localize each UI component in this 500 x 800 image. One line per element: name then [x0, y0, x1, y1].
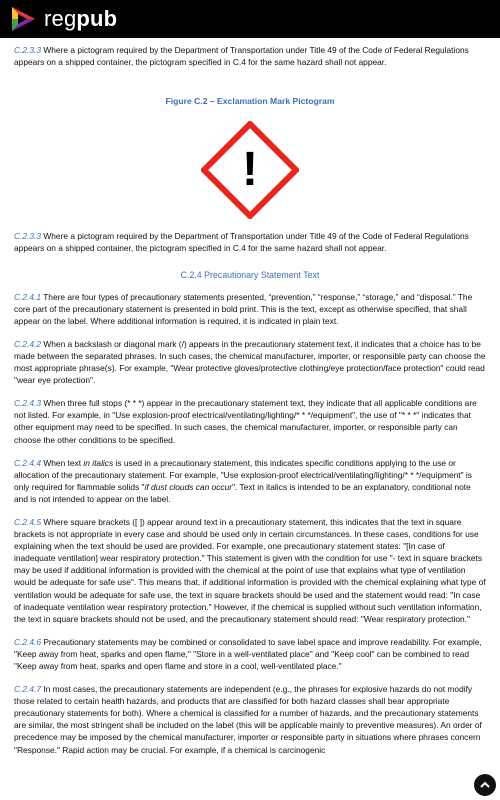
- paragraph-c-2-4-4: [14, 457, 486, 505]
- paragraph-text-italic: in italics: [83, 457, 114, 468]
- repeat-paragraph: [14, 230, 486, 254]
- paragraph-text: Where square brackets ([ ]) appear around text in a precautionary statement, this indicates that the text in square brackets is not appropriate in every case and should be used only in certain circumstances. In these cases, conditions for use explaining when the text should be used are provided. For example, one precautionary statement states: "[In case of inadequate ventilation] wear respiratory protection." This statement is given with the condition for use "- text in square brackets may be used if additional information is provided with the chemical at the point of use that explains what type of ventilation would be adequate for safe use". This means that, if additional information is provided with the chemical explaining what type of ventilation would be adequate for safe use, the text in square brackets should be used and the statement would read: "In case of inadequate ventilation wear respiratory protection." However, if the chemical is supplied without such ventilation information, the text in square brackets should not be used, and the precautionary statement should read: "Wear respiratory protection.": [14, 516, 486, 624]
- paragraph-ref: C.2.4.4: [14, 457, 42, 468]
- paragraph-text-c: is used in a precautionary statement, this indicates specific conditions applying to the use or allocation of the precautionary statement. For example, "Use explosion-proof electrical/ventilating/lighting/* * */equipment" is only required for flammable solids ": [14, 457, 472, 492]
- paragraph-ref: C.2.4.5: [14, 516, 42, 527]
- intro-paragraph: [14, 44, 486, 68]
- brand-name-a: reg: [44, 6, 77, 31]
- paragraph-c-2-4-2: [14, 338, 486, 386]
- paragraph-ref: C.2.4.7: [14, 684, 42, 695]
- scroll-to-top-button[interactable]: [474, 774, 496, 796]
- top-bar: [0, 0, 500, 38]
- paragraph-ref: C.2.4.3: [14, 398, 42, 409]
- paragraph-c-2-4-7: [14, 683, 486, 756]
- brand-name-b: pub: [76, 6, 118, 31]
- paragraph-ref: C.2.4.2: [14, 338, 42, 349]
- pictogram-container: [14, 121, 486, 219]
- document-body: [14, 44, 486, 756]
- paragraph-c-2-4-6: [14, 636, 486, 672]
- paragraph-c-2-4-3: [14, 397, 486, 445]
- paragraph-text: Where a pictogram required by the Department of Transportation under Title 49 of the Code of Federal Regulations appears on a shipped container, the pictogram specified in C.4 for the same hazard shall not appear.: [14, 231, 469, 254]
- paragraph-text: Where a pictogram required by the Department of Transportation under Title 49 of the Code of Federal Regulations appears on a shipped container, the pictogram specified in C.4 for the same hazard shall not appear.: [14, 45, 469, 68]
- paragraph-text: Precautionary statements may be combined or consolidated to save label space and improve readability. For example, "Keep away from heat, sparks and open flame," "Store in a well-ventilated place" and "Keep cool" can be combined to read "Keep away from heat, sparks and open flame and store in a cool, well-ventilated place.": [14, 636, 482, 671]
- paragraph-ref: C.2.4.6: [14, 636, 42, 647]
- pictogram-symbol: !: [242, 143, 258, 197]
- exclamation-mark-pictogram-icon: [201, 121, 299, 219]
- paragraph-c-2-4-1: [14, 291, 486, 327]
- paragraph-ref: C.2.3.3: [14, 231, 42, 242]
- paragraph-ref: C.2.4.1: [14, 291, 42, 302]
- figure-title: Figure C.2 – Exclamation Mark Pictogram: [165, 96, 335, 107]
- regpub-logo-icon[interactable]: [8, 4, 38, 34]
- paragraph-text-italic-2: if dust clouds can occur: [144, 481, 233, 492]
- paragraph-text: When a backslash or diagonal mark (/) appears in the precautionary statement text, it indicates that a choice has to be made between the separated phrases. In such cases, the chemical manufacturer, importer, or responsible party can choose the most appropriate phrase(s). For example, "Wear protective gloves/protective clothing/eye protection/face protection" could read "wear eye protection".: [14, 338, 486, 386]
- brand-name[interactable]: [44, 5, 117, 33]
- paragraph-text: In most cases, the precautionary statements are independent (e.g., the phrases for explosive hazards do not modify those related to certain health hazards, and products that are classified for both hazard classes shall bear appropriate precautionary statements for both). Where a chemical is classified for a number of hazards, and the precautionary statements are similar, the most stringent shall be included on the label (this will be applicable mainly to preventive measures). An order of precedence may be imposed by the chemical manufacturer, importer or responsible party in situations where phrases concern "Response." Rapid action may be crucial. For example, if a chemical is carcinogenic: [14, 684, 482, 755]
- paragraph-ref: C.2.3.3: [14, 45, 42, 55]
- section-title: C.2.4 Precautionary Statement Text: [180, 270, 320, 281]
- paragraph-c-2-4-5: [14, 516, 486, 625]
- paragraph-text: When three full stops (* * *) appear in the precautionary statement text, they indicate that all applicable conditions are not listed. For example, in "Use explosion-proof electrical/ventilating/lighting/* * */equipment", the use of "* * *" indicates that other equipment may need to be specified. In such cases, the chemical manufacturer, importer, or responsible party can choose the other conditions to be specified.: [14, 398, 477, 445]
- paragraph-text: There are four types of precautionary statements presented, “prevention,” “response,” “storage,” and “disposal.” The core part of the precautionary statement is presented in bold print. This is the text, except as otherwise specified, that shall appear on the label. Where additional information is required, it is indicated in plain text.: [14, 291, 473, 326]
- paragraph-text-a: When text: [41, 457, 84, 468]
- paragraph-text-e: ". Text in italics is intended to be an explanatory, conditional note and is not intended to appear on the label.: [14, 481, 471, 504]
- chevron-up-icon: [479, 779, 491, 791]
